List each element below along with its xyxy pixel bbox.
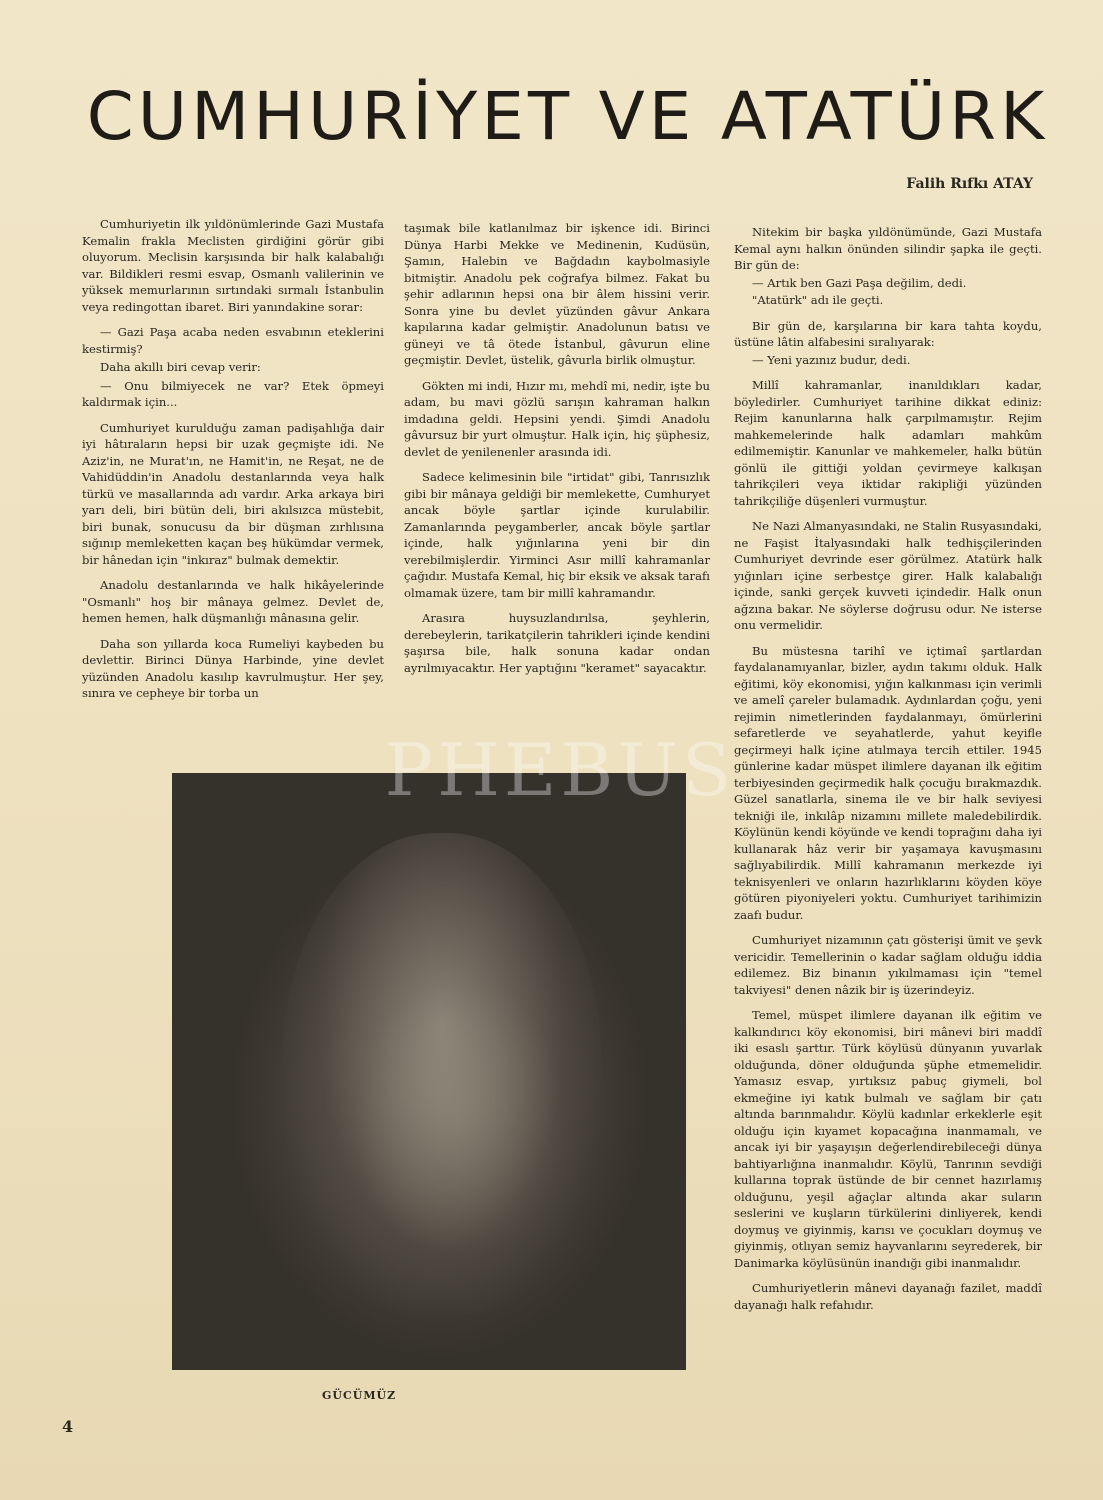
paragraph: "Atatürk" adı ile geçti. <box>752 293 884 307</box>
paragraph: Bir gün de, karşılarına bir kara tahta koydu, üstüne lâtin alfabesini sıralıyarak: <box>734 318 1042 349</box>
portrait-photo <box>172 773 686 1370</box>
paragraph: taşımak bile katlanılmaz bir işkence idi. Birinci Dünya Harbi Mekke ve Medinenin, Kudüsün, Şamın, Halebin ve Bağdadın kaybolmasiyle bitmiştir. Anadolu pek coğrafya bilmez. Fakat bu şehir adlarının hepsi ona bir âlem hissini verir. Sonra yine bu devlet yüzünden gâvur Ankara kapılarına kadar gelmiştir. Anadolunun batısı ve güneyi ve tâ ötede İstanbul, gâvurun eline geçmiştir. Devlet, üstelik, gâvurla birlik olmuştur. <box>404 221 710 367</box>
paragraph: Ne Nazi Almanyasındaki, ne Stalin Rusyasındaki, ne Faşist İtalyasındaki halk tedhişçilerinden Cumhuriyet devrinde eser görülmez. Atatürk halk yığınları içine serbestçe girer. Halk kalabalığı içinde, sanki gerçek kuvveti içindedir. Halk onun ağzına bakar. Ne söylerse doğrusu odur. Ne isterse onu vermelidir. <box>734 519 1042 632</box>
page-number: 4 <box>62 1417 74 1436</box>
paragraph: — Yeni yazınız budur, dedi. <box>752 352 911 367</box>
paragraph: Sadece kelimesinin bile "irtidat" gibi, Tanrısızlık gibi bir mânaya geldiği bir memlekette, Cumhuryet ancak böyle şartlar içinde kurulabilir. Zamanlarında peygamberler, ancak böyle şartlar içinde, halk yığınlarına yeni bir din verebilmişlerdir. Yirminci Asır millî kahramanlar çağıdır. Mustafa Kemal, hiç bir eksik ve aksak tarafı olmamak üzere, tam bir millî kahramandır. <box>404 470 710 600</box>
paragraph: — Onu bilmiyecek ne var? Etek öpmeyi kaldırmak için... <box>82 378 384 409</box>
paragraph: Daha son yıllarda koca Rumeliyi kaybeden bu devlettir. Birinci Dünya Harbinde, yine devlet yüzünden Anadolu kasılıp kavrulmuştur. Her şey, sınıra ve cepheye bir torba un <box>82 636 384 700</box>
paragraph: Cumhuriyet kurulduğu zaman padişahlığa dair iyi hâtıraların hepsi bir uzak geçmişte idi. Ne Aziz'in, ne Murat'ın, ne Hamit'in, ne Reşat, ne de Vahidüddin'in Anadolu destanlarında veya halk türkü ve masallarında adı vardır. Arka arkaya biri yarı deli, biri bütün deli, biri akılsızca müstebit, biri bunak, sonucusu da bir düşman zırhlısına sığınıp memleketten kaçan beş hükümdar vermek, bir hânedan için "inkıraz" bulmak demektir. <box>82 420 384 567</box>
paragraph: Anadolu destanlarında ve halk hikâyelerinde "Osmanlı" hoş bir mânaya gelmez. Devlet de, hemen hemen, halk düşmanlığı mânasına gelir. <box>82 578 384 625</box>
portrait-face <box>282 833 602 1313</box>
text-column-2 <box>404 220 710 685</box>
paragraph: Millî kahramanlar, inanıldıkları kadar, böyledirler. Cumhuriyet tarihine dikkat ediniz: Rejim kanunlarına halk çarpılmamıştır. Rejim mahkemelerinde halk adamları mahkûm edilmemiştir. Kanunlar ve mahkemeler, halkı bütün gönlü ile gittiği yoldan çevirmeye kalkışan tahrikçileri veya iktidar rakipliği yüzünden tahrikçiliğe düşenleri vurmuştur. <box>734 378 1042 508</box>
paragraph: Bu müstesna tarihî ve içtimaî şartlardan faydalanamıyanlar, bizler, aydın takımı olduk. Halk eğitimi, köy ekonomisi, yığın kalkınması için verimli ve amelî çareler bulamadık. Aydınlardan çoğu, yeni rejimin nimetlerinden faydalanmayı, ömürlerini sefaretlerde ve seyahatlerde, yahut keyifle geçirmeyi halk içine atılmaya tercih ettiler. 1945 günlerine kadar müspet ilimlere dayanan ilk eğitim terbiyesinden geçirmedik halk çocuğu bırakmazdık. Güzel sanatlarla, sinema ile ve bir halk seviyesi tekniği ile, inkılâp nizamını millete maledebilirdik. Köylünün kendi köyünde ve kendi toprağını daha iyi kullanarak hâz verir bir yaşamaya kavuşmasını sağlıyabilirdik. Millî kahramanın merkezde iyi teknisyenleri ve onların hazırlıklarını köyden köye götüren piyoniyeleri yoktu. Cumhuriyet tarihimizin zaafı budur. <box>734 643 1042 922</box>
paragraph: — Artık ben Gazi Paşa değilim, dedi. <box>752 275 967 290</box>
article-title: CUMHURİYET VE ATATÜRK <box>86 78 1049 155</box>
author-byline: Falih Rıfkı ATAY <box>906 176 1033 192</box>
text-column-1 <box>82 216 384 711</box>
paragraph: Cumhuriyetin ilk yıldönümlerinde Gazi Mustafa Kemalin frakla Meclisten girdiğini görür gibi oluyorum. Meclisin karşısında bir halk kalabalığı var. Bildikleri resmi esvap, Osmanlı valilerinin ve yüksek memurlarının sırtındaki sırmalı İstanbulin veya redingottan ibaret. Biri yanındakine sorar: <box>82 217 384 314</box>
paragraph: Cumhuriyetlerin mânevi dayanağı fazilet, maddî dayanağı halk refahıdır. <box>734 1281 1042 1312</box>
text-column-3 <box>734 224 1042 1322</box>
paragraph: Daha akıllı biri cevap verir: <box>100 360 261 374</box>
paragraph: Cumhuriyet nizamının çatı gösterişi ümit ve şevk vericidir. Temellerinin o kadar sağlam olduğu iddia edilemez. Biz binanın yıkılmaması için "temel takviyesi" denen nâzik bir iş üzerindeyiz. <box>734 933 1042 997</box>
photo-caption: GÜCÜMÜZ <box>322 1389 397 1402</box>
paragraph: Temel, müspet ilimlere dayanan ilk eğitim ve kalkındırıcı köy ekonomisi, biri mânevi biri maddî iki esaslı şarttır. Türk köylüsü dünyanın yuvarlak olduğunda, döner olduğunda şüphe etmemelidir. Yamasız esvap, yırtıksız pabuç giymeli, bol ekmeğine iyi katık bulmalı ve sağlam bir çatı altında barınmalıdır. Köylü kadınlar erkeklerle eşit olduğu için kıyamet kopacağına inanmamalı, ve ancak iyi bir yaşayışın değerlendirebileceği dünya bahtiyarlığına inanmalıdır. Köylü, Tanrının sevdiği kullarına toprak üstünde de bir cennet hazırlamış olduğunu, yeşil ağaçlar altında akar suların seslerini ve kuşların türkülerini dinliyerek, kendi doymuş ve giyinmiş, karısı ve çocukları doymuş ve giyinmiş, otlıyan semiz hayvanlarını seyrederek, bir Danimarka köylüsünün inandığı gibi inanmalıdır. <box>734 1008 1042 1270</box>
watermark: PHEBUS <box>384 728 736 812</box>
paragraph: Arasıra huysuzlandırılsa, şeyhlerin, derebeylerin, tarikatçilerin tahrikleri içinde kendini şaşırsa bile, halk sonuna kadar ondan ayrılmıyacaktır. Her yaptığını "keramet" sayacaktır. <box>404 611 710 675</box>
paragraph: Gökten mi indi, Hızır mı, mehdî mi, nedir, işte bu adam, bu mavi gözlü sarışın kahraman halkın imdadına geldi. Hepsini yendi. Şimdi Anadolu gâvursuz bir yurt olmuştur. Halk için, hiç şüphesiz, devlet de yenilenenler arasında idi. <box>404 378 710 459</box>
paragraph: Nitekim bir başka yıldönümünde, Gazi Mustafa Kemal aynı halkın önünden silindir şapka ile geçti. Bir gün de: <box>734 225 1042 272</box>
paragraph: — Gazi Paşa acaba neden esvabının eteklerini kestirmiş? <box>82 325 384 356</box>
